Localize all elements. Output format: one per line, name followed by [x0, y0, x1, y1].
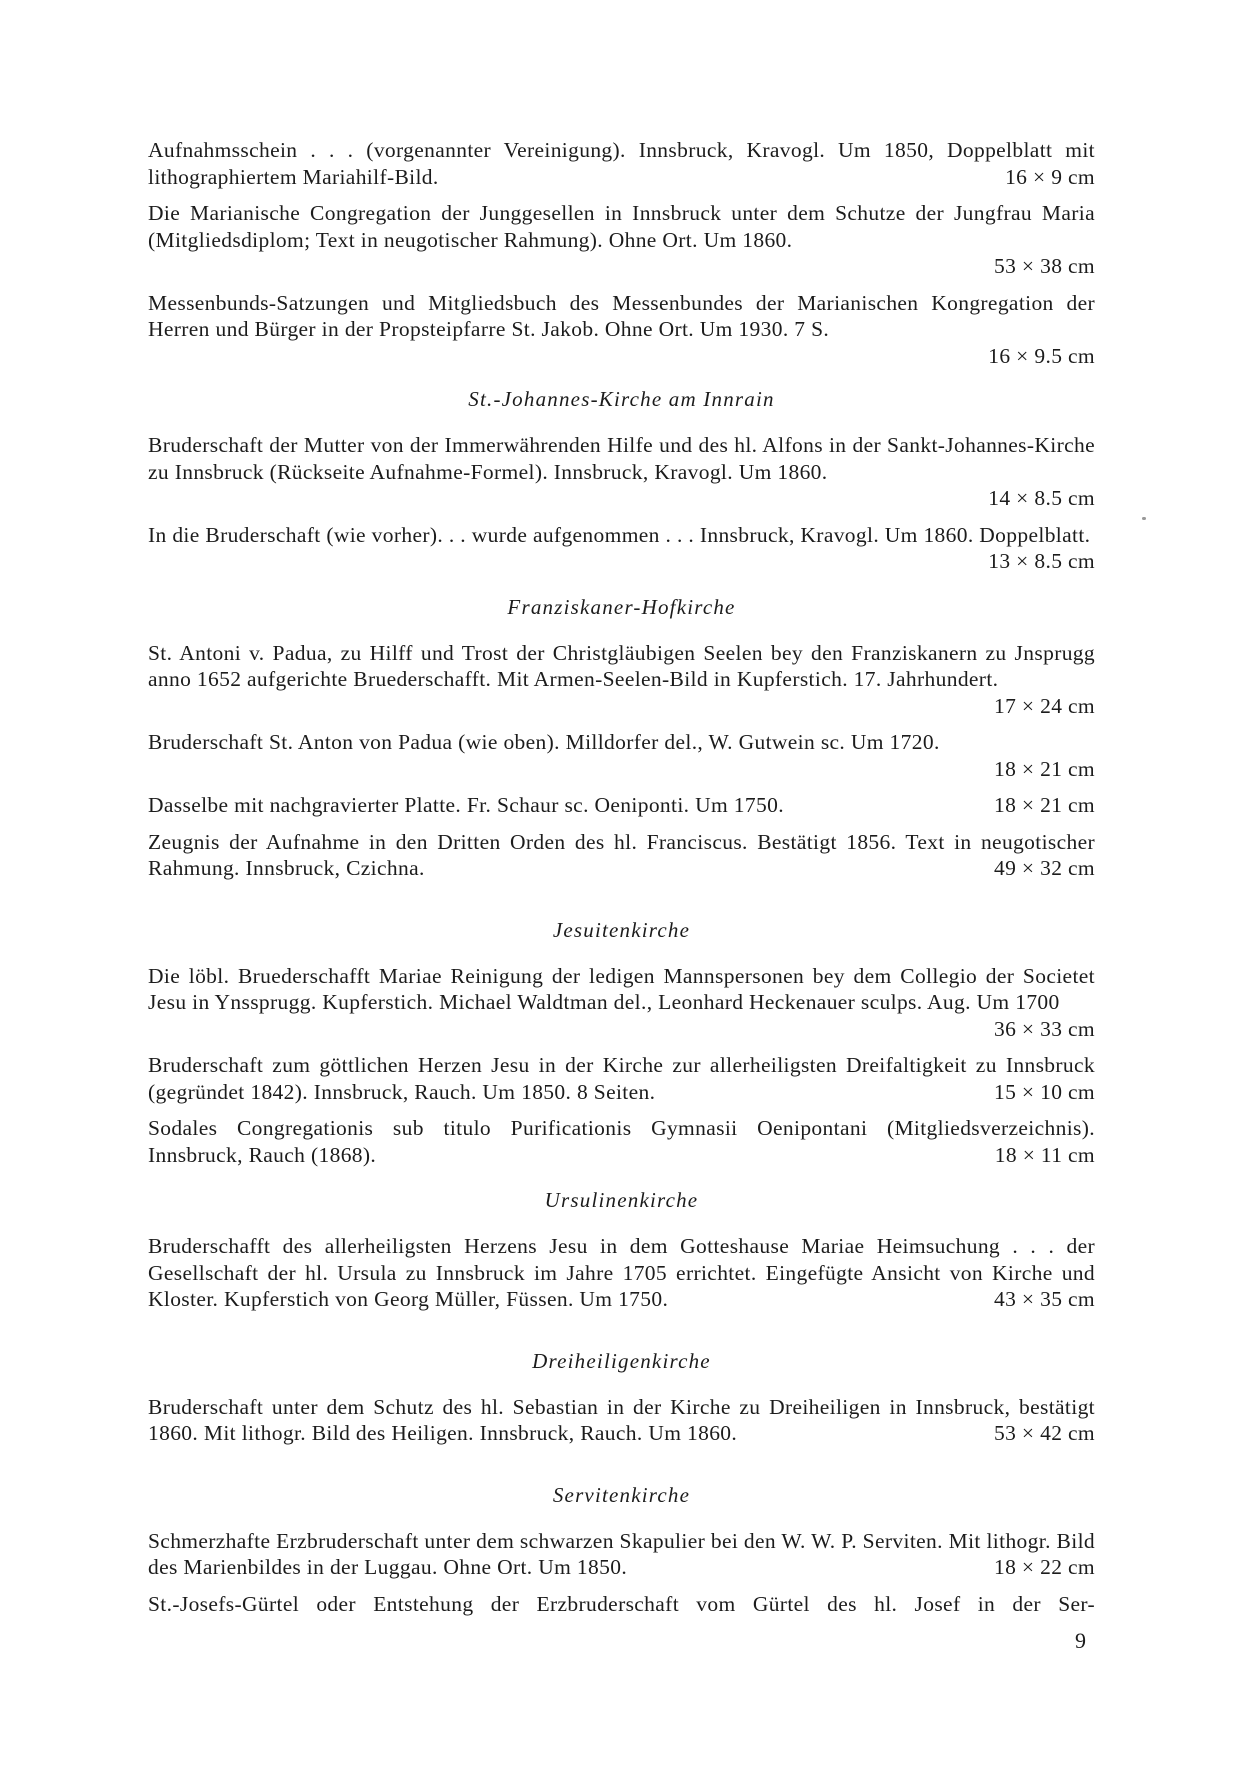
- entry-text: Bruderschaft der Mutter von der Immerwährenden Hilfe und des hl. Alfons in der Sankt-Johannes-Kirche zu Innsbruck (Rückseite Aufnahme-Formel). Innsbruck, Kravogl. Um 1860.: [148, 433, 1095, 484]
- page-number: 9: [1075, 1628, 1086, 1653]
- entry-text: St. Antoni v. Padua, zu Hilff und Trost der Christgläubigen Seelen bey den Franziskanern zu Jnsprugg anno 1652 aufgerichte Bruederschafft. Mit Armen-Seelen-Bild in Kupferstich. 17. Jahrhundert.: [148, 640, 1095, 691]
- entry-size: 49 × 32 cm: [993, 856, 1095, 880]
- entry-size: 16 × 9 cm: [1005, 164, 1095, 189]
- catalog-entry: [148, 290, 1095, 370]
- entry-text: Bruderschafft des allerheiligsten Herzens Jesu in dem Gotteshause Mariae Heimsuchung . . . der Gesellschaft der hl. Ursula zu Innsbruck im Jahre 1705 errichtet. Eingefügte Ansicht von Kirche und Kloster. Kupferstich von Georg Müller, Füssen. Um 1750.: [148, 1234, 1095, 1311]
- entry-size: 36 × 33 cm: [993, 1016, 1095, 1041]
- page-content: [148, 137, 1095, 1621]
- section-intro: [148, 137, 1095, 369]
- catalog-entry: [148, 1233, 1095, 1313]
- entry-size: 53 × 42 cm: [993, 1421, 1095, 1445]
- entry-size: 18 × 21 cm: [993, 793, 1095, 817]
- entry-text: Dasselbe mit nachgravierter Platte. Fr. Schaur sc. Oeniponti. Um 1750.: [148, 793, 784, 817]
- entry-size: 13 × 8.5 cm: [988, 549, 1095, 573]
- catalog-entry: [148, 522, 1095, 575]
- catalog-entry: [148, 963, 1095, 1043]
- catalog-entry: [148, 829, 1095, 882]
- section-heading: Franziskaner-Hofkirche: [507, 594, 736, 619]
- entry-text: St.-Josefs-Gürtel oder Entstehung der Erzbruderschaft vom Gürtel des hl. Josef in der Ser-: [148, 1591, 1095, 1616]
- section-serviten: [148, 1483, 1095, 1618]
- entry-text: Bruderschaft St. Anton von Padua (wie oben). Milldorfer del., W. Gutwein sc. Um 1720.: [148, 730, 940, 754]
- entry-size: 14 × 8.5 cm: [988, 486, 1095, 510]
- entry-size: 15 × 10 cm: [993, 1079, 1095, 1104]
- entry-size: 43 × 35 cm: [993, 1287, 1095, 1311]
- catalog-entry: [148, 137, 1095, 190]
- catalog-entry: [148, 1528, 1095, 1581]
- catalog-entry: [148, 1115, 1095, 1168]
- entry-text: Die Marianische Congregation der Junggesellen in Innsbruck unter dem Schutze der Jungfrau Maria (Mitgliedsdiplom; Text in neugotischer Rahmung). Ohne Ort. Um 1860.: [148, 201, 1095, 252]
- entry-text: Zeugnis der Aufnahme in den Dritten Orden des hl. Franciscus. Bestätigt 1856. Text in neugotischer Rahmung. Innsbruck, Czichna.: [148, 829, 1095, 880]
- entry-text: Bruderschaft zum göttlichen Herzen Jesu in der Kirche zur allerheiligsten Dreifaltigkeit zu Innsbruck (gegründet 1842). Innsbruck, Rauch. Um 1850. 8 Seiten.: [148, 1053, 1095, 1104]
- section-st-johannes: [148, 387, 1095, 575]
- section-heading: Dreiheiligenkirche: [532, 1348, 711, 1373]
- section-franziskaner: [148, 595, 1095, 882]
- catalog-entry: [148, 1591, 1095, 1618]
- entry-text: Die löbl. Bruederschafft Mariae Reinigung der ledigen Mannspersonen bey dem Collegio der Societet Jesu in Ynssprugg. Kupferstich. Michael Waldtman del., Leonhard Heckenauer sculps. Aug. Um 1700: [148, 963, 1095, 1014]
- entry-text: Messenbunds-Satzungen und Mitgliedsbuch des Messenbundes der Marianischen Kongregation der Herren und Bürger in der Propsteipfarre St. Jakob. Ohne Ort. Um 1930. 7 S.: [148, 290, 1095, 341]
- section-jesuiten: [148, 918, 1095, 1169]
- catalog-entry: [148, 432, 1095, 512]
- entry-size: 18 × 11 cm: [994, 1142, 1095, 1167]
- entry-text: Aufnahmsschein . . . (vorgenannter Vereinigung). Innsbruck, Kravogl. Um 1850, Doppelblatt mit lithographiertem Mariahilf-Bild.: [148, 138, 1095, 189]
- section-heading: Jesuitenkirche: [552, 917, 691, 942]
- catalog-entry: [148, 792, 1095, 819]
- section-heading: Ursulinenkirche: [544, 1188, 699, 1212]
- section-heading: Servitenkirche: [552, 1482, 691, 1507]
- section-heading: St.-Johannes-Kirche am Innrain: [468, 387, 775, 411]
- section-dreiheiligen: [148, 1349, 1095, 1447]
- entry-size: 53 × 38 cm: [993, 254, 1095, 278]
- catalog-entry: [148, 200, 1095, 280]
- catalog-entry: [148, 729, 1095, 782]
- catalog-entry: [148, 640, 1095, 720]
- entry-size: 18 × 22 cm: [993, 1555, 1095, 1579]
- paper-speck: [1142, 517, 1146, 520]
- catalog-entry: [148, 1052, 1095, 1105]
- entry-size: 18 × 21 cm: [993, 756, 1095, 781]
- catalog-entry: [148, 1394, 1095, 1447]
- entry-text: Schmerzhafte Erzbruderschaft unter dem schwarzen Skapulier bei den W. W. P. Serviten. Mit lithogr. Bild des Marienbildes in der Luggau. Ohne Ort. Um 1850.: [148, 1528, 1095, 1579]
- entry-size: 17 × 24 cm: [993, 693, 1095, 718]
- entry-text: Sodales Congregationis sub titulo Purificationis Gymnasii Oenipontani (Mitgliedsverzeichnis). Innsbruck, Rauch (1868).: [148, 1116, 1095, 1167]
- entry-text: In die Bruderschaft (wie vorher). . . wurde aufgenommen . . . Innsbruck, Kravogl. Um 1860. Doppelblatt.: [148, 522, 1091, 547]
- section-ursulinen: [148, 1188, 1095, 1313]
- entry-text: Bruderschaft unter dem Schutz des hl. Sebastian in der Kirche zu Dreiheiligen in Innsbruck, bestätigt 1860. Mit lithogr. Bild des Heiligen. Innsbruck, Rauch. Um 1860.: [148, 1394, 1095, 1445]
- entry-size: 16 × 9.5 cm: [988, 343, 1095, 368]
